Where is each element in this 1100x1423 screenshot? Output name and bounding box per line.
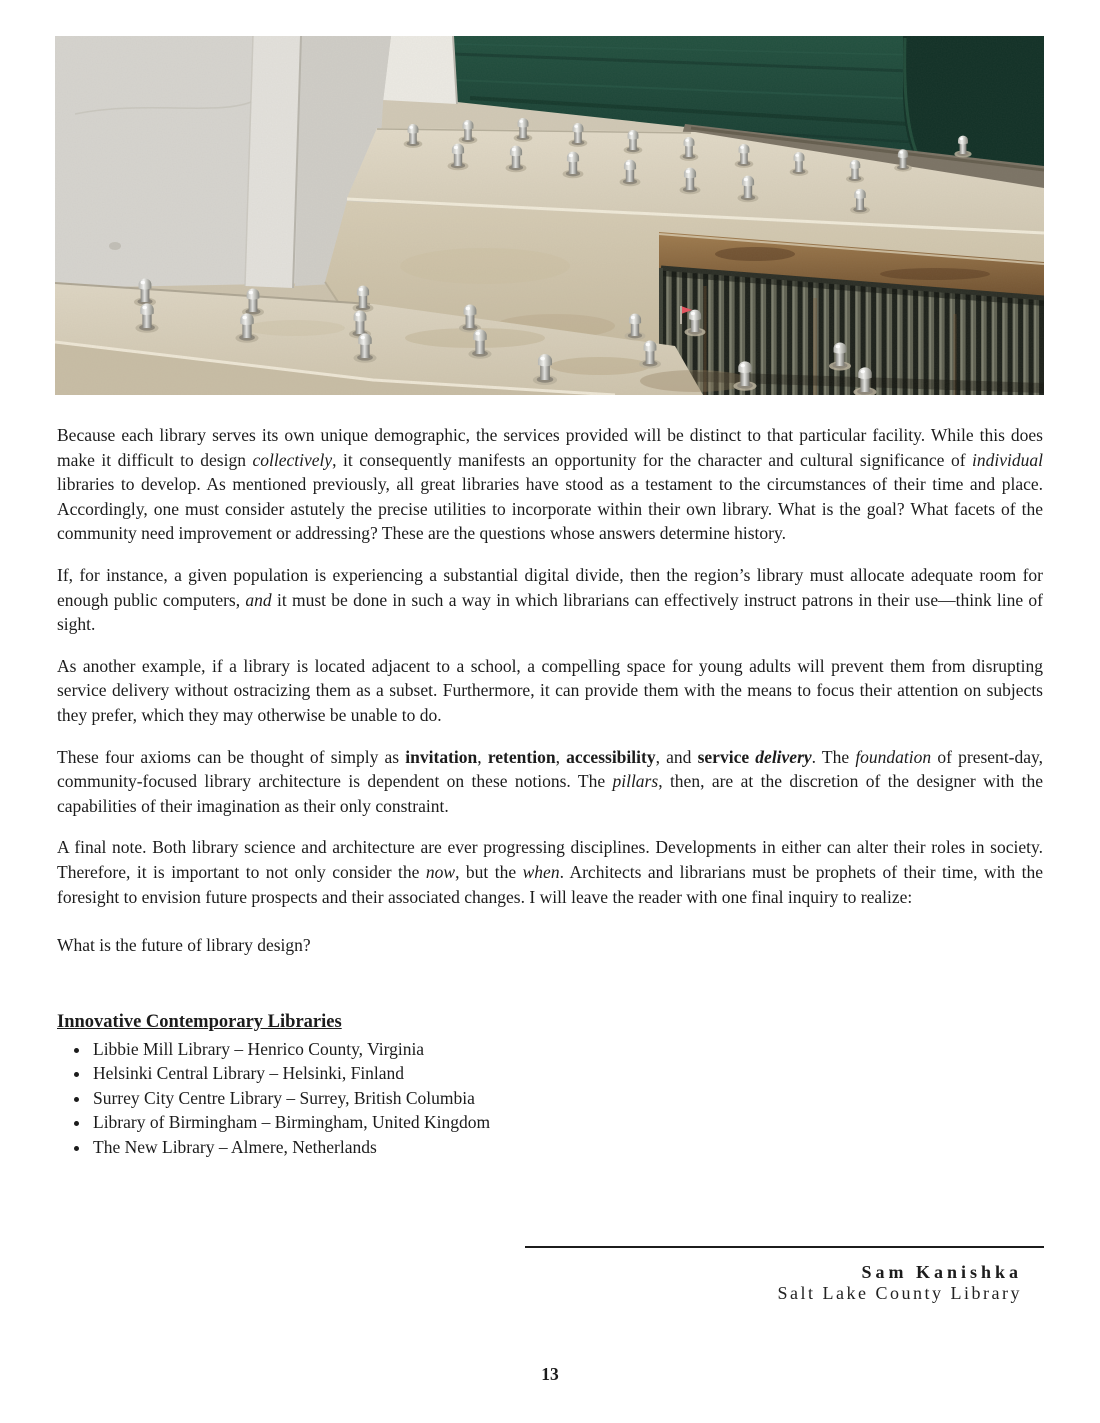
text-run-italic: collectively: [252, 449, 333, 470]
closing-question: What is the future of library design?: [57, 935, 311, 956]
list-item: • Libbie Mill Library – Henrico County, Virginia: [91, 1037, 1043, 1062]
article-body: [57, 423, 1043, 1160]
text-run-italic: foundation: [855, 746, 932, 767]
text-run-italic: pillars: [612, 771, 659, 792]
paragraph: [57, 835, 1043, 909]
list-item: • Surrey City Centre Library – Surrey, British Columbia: [91, 1086, 1043, 1111]
text-run: of present-day, community-focused library architecture is dependent on these notions. The: [57, 746, 1043, 792]
paragraph: [57, 745, 1043, 819]
text-run: , and: [655, 746, 698, 767]
signature-name: Sam Kanishka: [861, 1262, 1022, 1282]
list-item: • Library of Birmingham – Birmingham, United Kingdom: [91, 1110, 1043, 1135]
paragraph: [57, 563, 1043, 637]
list-heading: Innovative Contemporary Libraries: [57, 1011, 342, 1032]
signature-block: [525, 1246, 1044, 1304]
steps-photo-illustration: [55, 36, 1044, 395]
text-run: ,: [477, 746, 488, 767]
text-run: ,: [555, 746, 567, 767]
text-run: , but the: [455, 861, 523, 882]
list-item: • Helsinki Central Library – Helsinki, Finland: [91, 1061, 1043, 1086]
text-run: Because each library serves its own unique demographic, the services provided will be distinct to that particular facility. While this does make it difficult to design: [57, 425, 1043, 470]
article-photo: [55, 36, 1044, 395]
text-run: These four axioms can be thought of simply as: [57, 746, 406, 767]
text-run: , then, are at the discretion of the designer with the capabilities of their imagination as their only constraint.: [57, 771, 1043, 816]
text-run-bold: invitation: [405, 746, 478, 767]
library-list: [57, 1037, 1043, 1160]
text-run: If, for instance, a given population is experiencing a substantial digital divide, then the region’s library must allocate adequate room for enough public computers,: [57, 564, 1043, 610]
page-number: 13: [541, 1364, 559, 1384]
text-run: As another example, if a library is located adjacent to a school, a compelling space for young adults will prevent them from disrupting service delivery without ostracizing them as a subset. Furthermore, it can provide them with the means to focus their attention on subjects they prefer, which they may otherwise be unable to do.: [57, 655, 1043, 725]
text-run: it must be done in such a way in which librarians can effectively instruct patrons in their use—think line of sight.: [57, 589, 1044, 635]
text-run: A final note. Both library science and architecture are ever progressing disciplines. Developments in either can alter their roles in society. Therefore, it is important to not only consider the: [57, 837, 1043, 882]
paragraph: [57, 654, 1043, 728]
paragraph: [57, 423, 1043, 546]
text-run-italic: when: [522, 861, 560, 882]
text-run-bold: service: [697, 746, 756, 767]
text-run: . Architects and librarians must be prophets of their time, with the foresight to envision future prospects and their associated changes. I will leave the reader with one final inquiry to realize:: [57, 861, 1043, 907]
text-run-bold: accessibility: [566, 746, 656, 767]
text-run-bold-italic: delivery: [755, 746, 812, 767]
text-run: , it consequently manifests an opportunity for the character and cultural significance of: [332, 449, 973, 470]
text-run-italic: and: [245, 589, 272, 610]
text-run: . The: [811, 746, 856, 767]
text-run-italic: now: [425, 861, 456, 882]
text-run-italic: individual: [972, 449, 1043, 470]
list-item: • The New Library – Almere, Netherlands: [91, 1135, 1043, 1160]
signature-organization: Salt Lake County Library: [777, 1283, 1022, 1303]
text-run: libraries to develop. As mentioned previously, all great libraries have stood as a testament to the circumstances of their time and place. Accordingly, one must consider astutely the precise utilities to incorporate within their own library. What is the goal? What facets of the community need improvement or addressing? These are the questions whose answers determine history.: [57, 474, 1043, 544]
text-run-bold: retention: [487, 746, 556, 767]
